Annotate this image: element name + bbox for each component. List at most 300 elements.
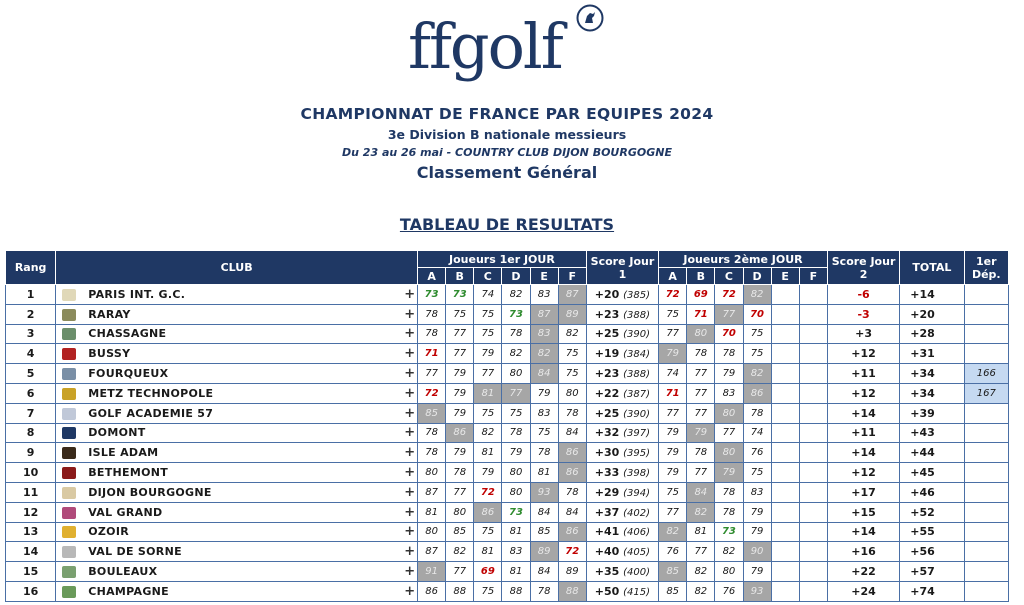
day2-score-cell <box>799 522 827 542</box>
rank-cell: 14 <box>6 542 56 562</box>
day2-score-cell: 77 <box>715 423 743 443</box>
score-day1-value: +23 <box>594 307 620 321</box>
club-logo-icon <box>62 388 76 400</box>
day1-score-cell: 77 <box>418 364 446 384</box>
day2-score-cell: 78 <box>715 502 743 522</box>
club-cell <box>56 522 403 542</box>
score-day1-cell <box>586 502 658 522</box>
club-cell <box>56 324 403 344</box>
day1-score-cell: 79 <box>474 344 502 364</box>
day1-score-cell: 78 <box>418 423 446 443</box>
first-departure-cell <box>964 502 1008 522</box>
day2-score-cell: 80 <box>687 324 715 344</box>
score-day1-value: +30 <box>594 446 620 460</box>
expand-plus-button[interactable]: + <box>402 304 417 324</box>
day1-score-cell: 73 <box>502 502 530 522</box>
expand-plus-button[interactable]: + <box>402 562 417 582</box>
day2-score-cell <box>771 482 799 502</box>
club-cell <box>56 581 403 601</box>
score-day1-value: +37 <box>594 505 620 519</box>
first-departure-cell <box>964 443 1008 463</box>
day1-score-cell: 84 <box>558 502 586 522</box>
expand-plus-button[interactable]: + <box>402 522 417 542</box>
day1-score-cell: 79 <box>446 443 474 463</box>
day2-score-cell <box>799 304 827 324</box>
day2-score-cell: 76 <box>715 581 743 601</box>
day2-score-cell <box>799 324 827 344</box>
score-day1-value: +22 <box>594 386 620 400</box>
day1-score-cell: 80 <box>502 482 530 502</box>
day1-score-cell: 75 <box>446 304 474 324</box>
day2-score-cell: 72 <box>715 285 743 305</box>
day1-player-e-header: E <box>530 268 558 285</box>
day2-score-cell: 77 <box>687 383 715 403</box>
day1-score-cell: 78 <box>558 482 586 502</box>
day2-score-cell: 81 <box>687 522 715 542</box>
day1-score-cell: 78 <box>530 581 558 601</box>
club-cell <box>56 562 403 582</box>
score-day2-cell: +24 <box>827 581 899 601</box>
day2-score-cell <box>771 502 799 522</box>
score-day1-strokes: (397) <box>623 428 651 440</box>
day1-score-cell: 78 <box>418 304 446 324</box>
day2-score-cell: 70 <box>743 304 771 324</box>
total-cell: +39 <box>900 403 964 423</box>
table-row <box>6 562 1009 582</box>
day2-score-cell: 80 <box>715 403 743 423</box>
day1-score-cell: 81 <box>474 443 502 463</box>
day2-score-cell: 79 <box>687 423 715 443</box>
day2-score-cell: 93 <box>743 581 771 601</box>
day2-score-cell: 75 <box>743 344 771 364</box>
score-day1-value: +25 <box>594 406 620 420</box>
day2-score-cell <box>799 482 827 502</box>
first-departure-cell: 167 <box>964 383 1008 403</box>
total-cell: +20 <box>900 304 964 324</box>
day1-score-cell: 84 <box>530 562 558 582</box>
first-departure-cell <box>964 423 1008 443</box>
day1-score-cell: 78 <box>530 443 558 463</box>
club-name: METZ TECHNOPOLE <box>88 386 214 400</box>
rank-cell: 13 <box>6 522 56 542</box>
score-day1-strokes: (384) <box>623 349 651 361</box>
club-logo-icon <box>62 586 76 598</box>
score-day1-cell <box>586 463 658 483</box>
expand-plus-button[interactable]: + <box>402 383 417 403</box>
day1-score-cell: 86 <box>558 522 586 542</box>
score-day1-cell <box>586 285 658 305</box>
club-logo-icon <box>62 447 76 459</box>
day1-score-cell: 86 <box>418 581 446 601</box>
rank-cell: 5 <box>6 364 56 384</box>
table-row <box>6 502 1009 522</box>
day2-score-cell: 82 <box>687 502 715 522</box>
club-cell <box>56 383 403 403</box>
table-row <box>6 542 1009 562</box>
day2-score-cell: 90 <box>743 542 771 562</box>
day1-score-cell: 81 <box>502 522 530 542</box>
club-name: FOURQUEUX <box>88 367 169 381</box>
score-day1-value: +33 <box>594 466 620 480</box>
score-day2-cell: +11 <box>827 423 899 443</box>
club-cell <box>56 285 403 305</box>
day1-player-b-header: B <box>446 268 474 285</box>
day2-score-cell: 78 <box>715 344 743 364</box>
first-departure-header: 1er Dép. <box>964 251 1008 285</box>
score-day2-cell: +12 <box>827 463 899 483</box>
day1-score-cell: 84 <box>530 364 558 384</box>
day1-score-cell: 75 <box>558 344 586 364</box>
club-name: CHASSAGNE <box>88 327 167 341</box>
day1-score-cell: 79 <box>446 403 474 423</box>
rank-cell: 8 <box>6 423 56 443</box>
score-day1-cell <box>586 324 658 344</box>
day1-score-cell: 86 <box>446 423 474 443</box>
club-logo-icon <box>62 507 76 519</box>
day1-score-cell: 78 <box>502 423 530 443</box>
club-name: DIJON BOURGOGNE <box>88 485 212 499</box>
score-day1-strokes: (387) <box>623 388 651 400</box>
division-subtitle: 3e Division B nationale messieurs <box>387 127 627 142</box>
day1-score-cell: 77 <box>446 344 474 364</box>
day1-score-cell: 80 <box>418 522 446 542</box>
day2-score-cell: 80 <box>715 443 743 463</box>
rank-cell: 12 <box>6 502 56 522</box>
club-logo-icon <box>62 427 76 439</box>
ffgolf-logo <box>408 2 628 92</box>
day2-score-cell: 75 <box>743 463 771 483</box>
table-row <box>6 324 1009 344</box>
day1-score-cell: 83 <box>530 324 558 344</box>
table-row <box>6 383 1009 403</box>
day1-score-cell: 86 <box>558 443 586 463</box>
first-departure-cell <box>964 581 1008 601</box>
score-day1-strokes: (388) <box>623 309 651 321</box>
day1-score-cell: 72 <box>558 542 586 562</box>
club-name: VAL GRAND <box>88 505 163 519</box>
first-departure-cell <box>964 324 1008 344</box>
day1-score-cell: 75 <box>474 522 502 542</box>
total-cell: +46 <box>900 482 964 502</box>
score-day2-cell: +11 <box>827 364 899 384</box>
day1-score-cell: 82 <box>502 285 530 305</box>
day2-score-cell: 77 <box>715 304 743 324</box>
score-day1-strokes: (390) <box>623 329 651 341</box>
day2-score-cell <box>799 364 827 384</box>
table-row <box>6 443 1009 463</box>
day1-player-d-header: D <box>502 268 530 285</box>
total-cell: +14 <box>900 285 964 305</box>
club-name: GOLF ACADEMIE 57 <box>88 406 214 420</box>
day1-score-cell: 77 <box>446 482 474 502</box>
day1-score-cell: 79 <box>446 383 474 403</box>
score-day1-cell <box>586 581 658 601</box>
score-day1-value: +41 <box>594 525 620 539</box>
day1-score-cell: 89 <box>558 304 586 324</box>
day1-score-cell: 79 <box>474 463 502 483</box>
day1-score-cell: 75 <box>474 403 502 423</box>
day1-score-cell: 80 <box>502 364 530 384</box>
rank-cell: 1 <box>6 285 56 305</box>
day2-score-cell <box>799 542 827 562</box>
day1-score-cell: 80 <box>558 383 586 403</box>
score-day1-strokes: (385) <box>623 289 651 301</box>
club-logo-icon <box>62 368 76 380</box>
club-logo-icon <box>62 408 76 420</box>
results-table-title: TABLEAU DE RESULTATS <box>399 215 615 234</box>
day1-score-cell: 78 <box>418 324 446 344</box>
score-day2-cell: +15 <box>827 502 899 522</box>
day1-players-header: Joueurs 1er JOUR <box>418 251 587 268</box>
day1-score-cell: 85 <box>446 522 474 542</box>
day1-score-cell: 72 <box>474 482 502 502</box>
day2-score-cell: 77 <box>659 324 687 344</box>
score-day1-strokes: (395) <box>623 448 651 460</box>
day2-score-cell: 82 <box>743 285 771 305</box>
first-departure-cell <box>964 482 1008 502</box>
day2-score-cell: 79 <box>659 463 687 483</box>
expand-plus-button[interactable]: + <box>402 443 417 463</box>
day2-players-header: Joueurs 2ème JOUR <box>659 251 828 268</box>
total-cell: +74 <box>900 581 964 601</box>
rank-cell: 4 <box>6 344 56 364</box>
day2-score-cell: 83 <box>715 383 743 403</box>
score-day1-value: +25 <box>594 327 620 341</box>
day1-score-cell: 81 <box>474 542 502 562</box>
day2-score-cell: 77 <box>687 364 715 384</box>
score-day1-value: +32 <box>594 426 620 440</box>
club-name: BETHEMONT <box>88 466 169 480</box>
score-day2-cell: +14 <box>827 403 899 423</box>
total-cell: +52 <box>900 502 964 522</box>
day2-score-cell <box>771 344 799 364</box>
rooster-emblem-icon <box>576 4 604 32</box>
score-day1-strokes: (398) <box>623 468 651 480</box>
total-cell: +34 <box>900 364 964 384</box>
expand-plus-button[interactable]: + <box>402 482 417 502</box>
first-departure-cell <box>964 562 1008 582</box>
score-day2-cell: +14 <box>827 443 899 463</box>
first-departure-cell: 166 <box>964 364 1008 384</box>
club-cell <box>56 502 403 522</box>
club-name: OZOIR <box>88 525 129 539</box>
day2-score-cell: 82 <box>687 562 715 582</box>
day1-score-cell: 81 <box>530 463 558 483</box>
club-logo-icon <box>62 328 76 340</box>
score-day1-value: +29 <box>594 485 620 499</box>
table-row <box>6 364 1009 384</box>
table-row <box>6 463 1009 483</box>
day2-score-cell: 79 <box>743 562 771 582</box>
day1-player-a-header: A <box>418 268 446 285</box>
club-logo-icon <box>62 467 76 479</box>
score-day2-cell: +12 <box>827 344 899 364</box>
day1-score-cell: 77 <box>474 364 502 384</box>
day2-score-cell: 84 <box>687 482 715 502</box>
score-day1-cell <box>586 522 658 542</box>
event-dates: Du 23 au 26 mai - COUNTRY CLUB DIJON BOURGOGNE <box>342 146 672 159</box>
score-day1-strokes: (406) <box>623 527 651 539</box>
club-logo-icon <box>62 289 76 301</box>
day2-score-cell: 82 <box>715 542 743 562</box>
score-day1-cell <box>586 562 658 582</box>
day2-score-cell <box>771 522 799 542</box>
day2-score-cell <box>799 502 827 522</box>
day1-score-cell: 91 <box>418 562 446 582</box>
expand-plus-button[interactable]: + <box>402 285 417 305</box>
day2-score-cell: 83 <box>743 482 771 502</box>
day1-score-cell: 84 <box>558 423 586 443</box>
day2-score-cell <box>799 562 827 582</box>
results-table <box>5 250 1009 602</box>
total-cell: +28 <box>900 324 964 344</box>
club-cell <box>56 423 403 443</box>
day1-score-cell: 82 <box>502 344 530 364</box>
score-day1-value: +20 <box>594 287 620 301</box>
table-row <box>6 522 1009 542</box>
day2-score-cell: 69 <box>687 285 715 305</box>
score-day1-cell <box>586 383 658 403</box>
day1-score-cell: 82 <box>446 542 474 562</box>
day2-player-b-header: B <box>687 268 715 285</box>
day2-score-cell: 79 <box>743 522 771 542</box>
expand-plus-button[interactable]: + <box>402 463 417 483</box>
first-departure-cell <box>964 344 1008 364</box>
rank-cell: 2 <box>6 304 56 324</box>
day1-score-cell: 87 <box>530 304 558 324</box>
day2-score-cell: 77 <box>687 403 715 423</box>
club-logo-icon <box>62 309 76 321</box>
day2-score-cell: 74 <box>743 423 771 443</box>
day1-score-cell: 82 <box>558 324 586 344</box>
day2-score-cell: 76 <box>743 443 771 463</box>
day2-score-cell: 70 <box>715 324 743 344</box>
day1-score-cell: 89 <box>530 542 558 562</box>
day2-score-cell <box>799 423 827 443</box>
championship-title: CHAMPIONNAT DE FRANCE PAR EQUIPES 2024 <box>300 105 714 123</box>
rank-cell: 6 <box>6 383 56 403</box>
score-day1-strokes: (394) <box>623 487 651 499</box>
day1-score-cell: 83 <box>502 542 530 562</box>
rank-cell: 10 <box>6 463 56 483</box>
day2-score-cell: 79 <box>659 344 687 364</box>
day2-score-cell <box>799 403 827 423</box>
day2-player-f-header: F <box>799 268 827 285</box>
expand-plus-button[interactable]: + <box>402 324 417 344</box>
score-day1-cell <box>586 443 658 463</box>
day2-score-cell: 75 <box>743 324 771 344</box>
day2-player-d-header: D <box>743 268 771 285</box>
club-logo-icon <box>62 526 76 538</box>
day1-score-cell: 78 <box>418 443 446 463</box>
expand-plus-button[interactable]: + <box>402 403 417 423</box>
total-cell: +55 <box>900 522 964 542</box>
score-day2-cell: +17 <box>827 482 899 502</box>
first-departure-cell <box>964 522 1008 542</box>
score-day1-cell <box>586 304 658 324</box>
day1-score-cell: 88 <box>558 581 586 601</box>
day2-score-cell <box>771 364 799 384</box>
day2-score-cell: 77 <box>687 463 715 483</box>
day2-score-cell <box>799 383 827 403</box>
expand-plus-button[interactable]: + <box>402 423 417 443</box>
score-day1-cell <box>586 423 658 443</box>
expand-plus-button[interactable]: + <box>402 344 417 364</box>
table-row <box>6 403 1009 423</box>
table-row <box>6 581 1009 601</box>
expand-plus-button[interactable]: + <box>402 542 417 562</box>
first-departure-cell <box>964 285 1008 305</box>
day2-score-cell: 79 <box>659 443 687 463</box>
day1-score-cell: 88 <box>446 581 474 601</box>
rank-cell: 15 <box>6 562 56 582</box>
day1-score-cell: 75 <box>474 324 502 344</box>
day1-score-cell: 86 <box>474 502 502 522</box>
club-name: RARAY <box>88 307 131 321</box>
score-day1-strokes: (402) <box>623 507 651 519</box>
score2-header: Score Jour 2 <box>827 251 899 285</box>
day2-score-cell: 78 <box>687 344 715 364</box>
score-day1-value: +23 <box>594 367 620 381</box>
club-name: VAL DE SORNE <box>88 545 182 559</box>
club-cell <box>56 482 403 502</box>
day2-score-cell: 77 <box>687 542 715 562</box>
day1-score-cell: 81 <box>418 502 446 522</box>
day2-score-cell <box>771 542 799 562</box>
day2-score-cell <box>799 443 827 463</box>
first-departure-cell <box>964 542 1008 562</box>
score-day2-cell: -6 <box>827 285 899 305</box>
score-day1-strokes: (390) <box>623 408 651 420</box>
day1-score-cell: 75 <box>502 403 530 423</box>
score-day2-cell: +3 <box>827 324 899 344</box>
day1-score-cell: 75 <box>530 423 558 443</box>
day2-score-cell: 82 <box>743 364 771 384</box>
day1-score-cell: 75 <box>558 364 586 384</box>
rank-cell: 11 <box>6 482 56 502</box>
score-day1-strokes: (415) <box>623 586 651 598</box>
expand-plus-button[interactable]: + <box>402 581 417 601</box>
day1-score-cell: 82 <box>474 423 502 443</box>
day2-score-cell <box>771 383 799 403</box>
day1-score-cell: 87 <box>418 542 446 562</box>
day1-score-cell: 85 <box>418 403 446 423</box>
day2-score-cell <box>771 562 799 582</box>
day2-score-cell: 72 <box>659 285 687 305</box>
day2-score-cell: 71 <box>659 383 687 403</box>
day2-player-a-header: A <box>659 268 687 285</box>
expand-plus-button[interactable]: + <box>402 364 417 384</box>
day1-score-cell: 80 <box>502 463 530 483</box>
day1-score-cell: 74 <box>474 285 502 305</box>
score-day2-cell: +12 <box>827 383 899 403</box>
club-cell <box>56 542 403 562</box>
day2-score-cell: 78 <box>743 403 771 423</box>
total-cell: +44 <box>900 443 964 463</box>
club-name: BOULEAUX <box>88 565 158 579</box>
score-day1-strokes: (388) <box>623 369 651 381</box>
day2-score-cell: 82 <box>659 522 687 542</box>
table-row <box>6 285 1009 305</box>
score-day1-value: +19 <box>594 347 620 361</box>
club-logo-icon <box>62 546 76 558</box>
day2-score-cell <box>771 443 799 463</box>
club-cell <box>56 344 403 364</box>
expand-plus-button[interactable]: + <box>402 502 417 522</box>
rank-header: Rang <box>6 251 56 285</box>
day1-score-cell: 84 <box>530 502 558 522</box>
day2-score-cell: 71 <box>687 304 715 324</box>
